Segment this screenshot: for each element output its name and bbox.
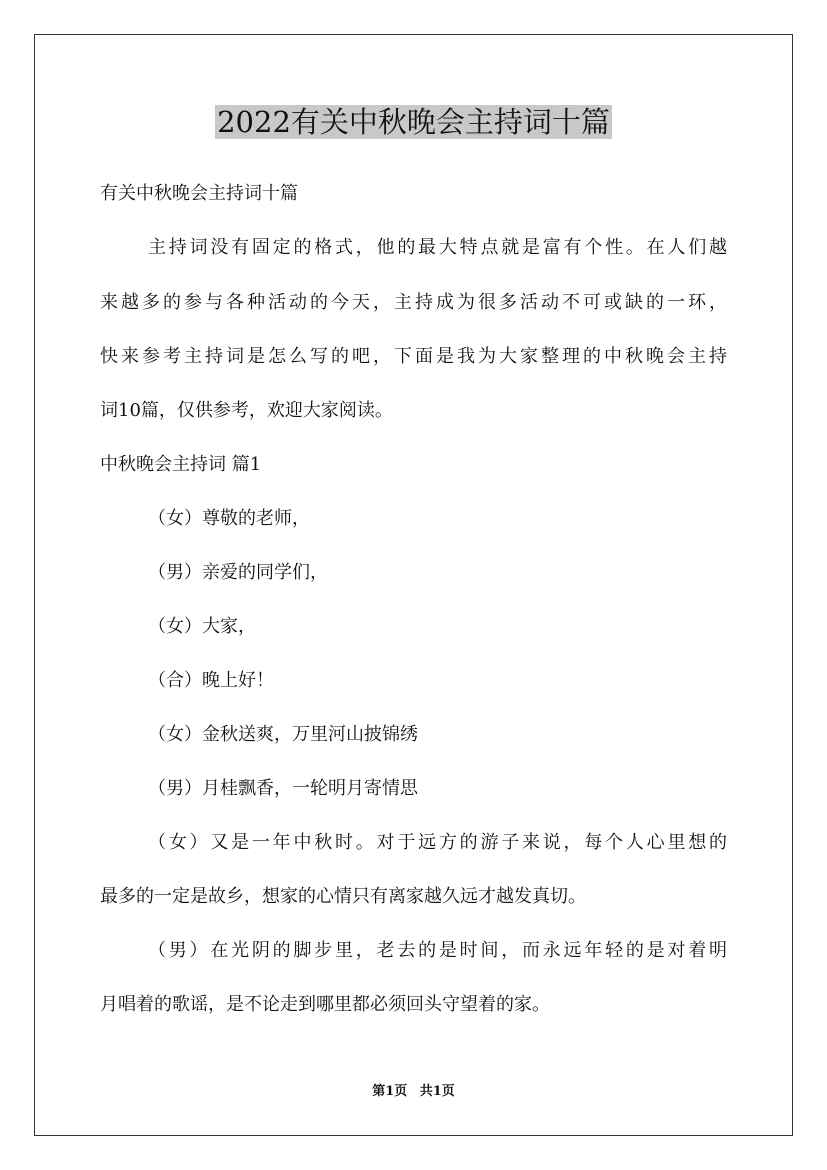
dialogue-line: （男）月桂飘香，一轮明月寄情思 — [148, 778, 418, 799]
section-heading: 中秋晚会主持词 篇1 — [100, 454, 262, 475]
paragraph-line: 快来参考主持词是怎么写的吧，下面是我为大家整理的中秋晚会主持 — [100, 346, 727, 367]
paragraph-line: 主持词没有固定的格式，他的最大特点就是富有个性。在人们越 — [148, 237, 727, 258]
subtitle-line: 有关中秋晚会主持词十篇 — [100, 183, 298, 204]
page-number: 第1页 — [372, 1084, 408, 1099]
page-total: 共1页 — [419, 1084, 455, 1099]
dialogue-line: （男）在光阴的脚步里，老去的是时间，而永远年轻的是对着明 — [148, 940, 727, 961]
dialogue-line: 最多的一定是故乡，想家的心情只有离家越久远才越发真切。 — [100, 886, 586, 907]
dialogue-line: 月唱着的歌谣，是不论走到哪里都必须回头守望着的家。 — [100, 994, 550, 1015]
dialogue-line: （女）尊敬的老师， — [148, 508, 310, 529]
dialogue-line: （女）大家， — [148, 616, 256, 637]
document-title-text: 2022有关中秋晚会主持词十篇 — [217, 105, 610, 139]
dialogue-line: （男）亲爱的同学们， — [148, 562, 328, 583]
paragraph-line: 词10篇，仅供参考，欢迎大家阅读。 — [100, 400, 393, 421]
document-title — [0, 100, 827, 144]
dialogue-line: （女）又是一年中秋时。对于远方的游子来说，每个人心里想的 — [148, 832, 727, 853]
paragraph-line: 来越多的参与各种活动的今天，主持成为很多活动不可或缺的一环， — [100, 292, 727, 313]
dialogue-line: （女）金秋送爽，万里河山披锦绣 — [148, 724, 418, 745]
page-footer — [0, 1083, 827, 1101]
dialogue-line: （合）晚上好！ — [148, 670, 274, 691]
